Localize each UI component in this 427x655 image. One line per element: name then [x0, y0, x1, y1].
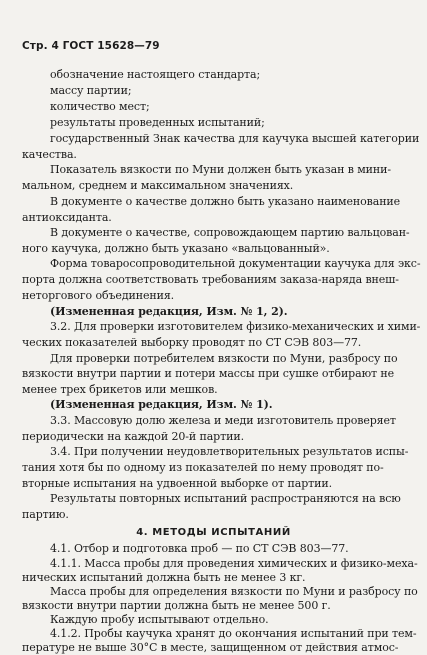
text-line: количество мест;: [50, 100, 150, 113]
text-line: В документе о качестве, сопровождающем партию вальцован-: [50, 226, 410, 239]
text-line: Для проверки потребителем вязкости по Муни, разбросу по: [50, 352, 398, 365]
text-line: 3.4. При получении неудовлетворительных результатов испы-: [50, 445, 409, 458]
text-line: антиоксиданта.: [22, 211, 112, 224]
text-line: мальном, среднем и максимальном значениях.: [22, 179, 294, 192]
text-line: тания хотя бы по одному из показателей по нему проводят по-: [22, 461, 384, 474]
text-line: 4.1.2. Пробы каучука хранят до окончания испытаний при тем-: [50, 627, 417, 640]
text-line: ного каучука, должно быть указано «вальцованный».: [22, 242, 330, 255]
text-line: 3.2. Для проверки изготовителем физико-механических и хими-: [50, 320, 421, 333]
text-line: Результаты повторных испытаний распространяются на всю: [50, 492, 401, 505]
section-heading: 4. МЕТОДЫ ИСПЫТАНИЙ: [136, 527, 291, 538]
text-line: партию.: [22, 508, 69, 521]
text-line: Каждую пробу испытывают отдельно.: [50, 613, 269, 626]
text-line: обозначение настоящего стандарта;: [50, 68, 261, 81]
page-header: Стр. 4 ГОСТ 15628—79: [22, 40, 160, 52]
text-line: порта должна соответствовать требованиям заказа-наряда внеш-: [22, 273, 399, 286]
text-line: Форма товаросопроводительной документации каучука для экс-: [50, 257, 421, 270]
text-line: В документе о качестве должно быть указано наименование: [50, 195, 401, 208]
text-line: 4.1. Отбор и подготовка проб — по СТ СЭВ 803—77.: [50, 542, 349, 555]
text-line: качества.: [22, 148, 77, 161]
text-line: массу партии;: [50, 84, 132, 97]
text-line: ческих показателей выборку проводят по СТ СЭВ 803—77.: [22, 336, 362, 349]
text-line: вязкости внутри партии и потери массы при сушке отбирают не: [22, 367, 395, 380]
text-line: 4.1.1. Масса пробы для проведения химических и физико-меха-: [50, 557, 418, 570]
text-line: нических испытаний должна быть не менее 3 кг.: [22, 571, 306, 584]
text-line: государственный Знак качества для каучука высшей категории: [50, 132, 420, 145]
text-line: Масса пробы для определения вязкости по Муни и разбросу по: [50, 585, 418, 598]
text-line: неторгового объединения.: [22, 289, 175, 302]
text-line: 3.3. Массовую долю железа и меди изготовитель проверяет: [50, 414, 396, 427]
amendment-note: (Измененная редакция, Изм. № 1).: [50, 398, 273, 411]
text-line: пературе не выше 30°С в месте, защищенном от действия атмос-: [22, 641, 399, 654]
amendment-note: (Измененная редакция, Изм. № 1, 2).: [50, 305, 288, 318]
text-line: менее трех брикетов или мешков.: [22, 383, 218, 396]
text-line: Показатель вязкости по Муни должен быть указан в мини-: [50, 163, 391, 176]
text-line: вторные испытания на удвоенной выборке от партии.: [22, 477, 333, 490]
text-line: результаты проведенных испытаний;: [50, 116, 265, 129]
text-line: вязкости внутри партии должна быть не менее 500 г.: [22, 599, 331, 612]
text-line: периодически на каждой 20-й партии.: [22, 430, 244, 443]
